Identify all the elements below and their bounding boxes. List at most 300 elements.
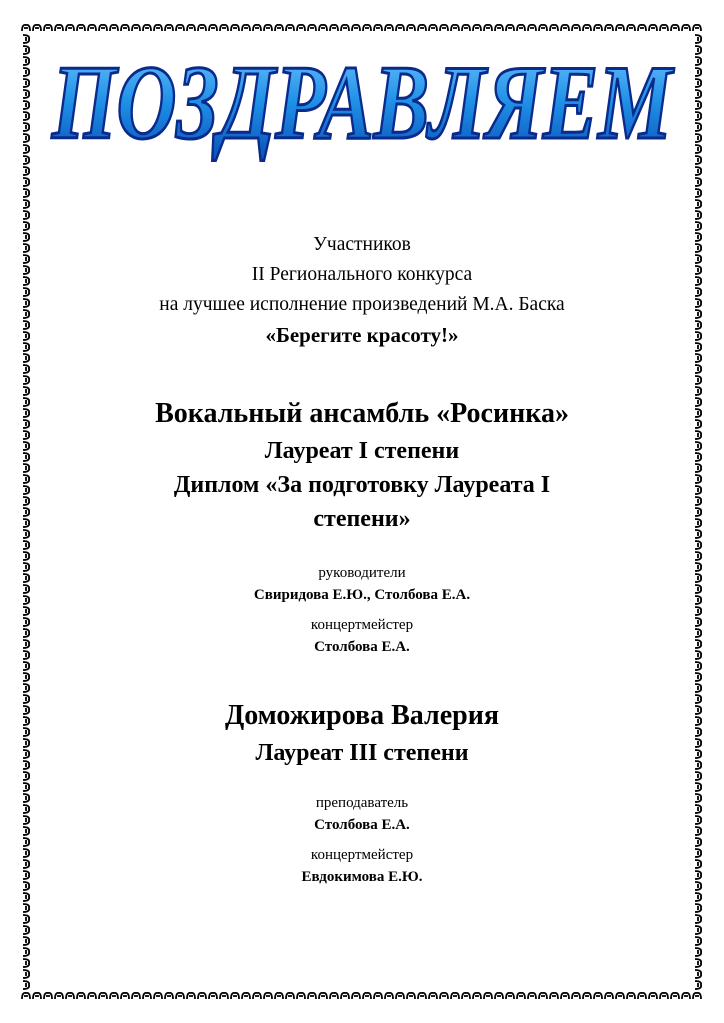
border-link <box>616 25 624 31</box>
border-link <box>154 25 162 31</box>
border-link <box>23 189 29 197</box>
border-link <box>220 993 228 999</box>
border-link <box>23 255 29 263</box>
page-title: ПОЗДРАВЛЯЕМ <box>51 44 675 161</box>
border-link <box>88 993 96 999</box>
border-link <box>695 134 701 142</box>
border-link <box>695 673 701 681</box>
border-link <box>23 332 29 340</box>
border-link <box>495 25 503 31</box>
border-link <box>695 486 701 494</box>
border-link <box>695 640 701 648</box>
border-link <box>44 25 52 31</box>
intro-line-participants: Участников <box>313 234 411 255</box>
soloist-staff <box>60 792 664 888</box>
border-link <box>242 993 250 999</box>
border-link <box>695 563 701 571</box>
border-link <box>695 420 701 428</box>
soloist-accompanist-name: Евдокимова Е.Ю. <box>301 869 423 885</box>
ensemble-diploma-line2: степени» <box>313 506 411 532</box>
border-link <box>231 993 239 999</box>
border-link <box>23 222 29 230</box>
border-link <box>23 35 29 43</box>
border-link <box>23 244 29 252</box>
border-link <box>695 211 701 219</box>
border-link <box>176 25 184 31</box>
border-link <box>23 915 29 923</box>
border-link <box>23 167 29 175</box>
border-link <box>583 25 591 31</box>
ensemble-award: Лауреат I степени <box>264 438 460 464</box>
border-link <box>23 981 29 989</box>
border-link <box>594 25 602 31</box>
border-link <box>695 321 701 329</box>
border-link <box>23 838 29 846</box>
border-link <box>23 816 29 824</box>
border-link <box>23 750 29 758</box>
border-link <box>23 541 29 549</box>
border-link <box>23 90 29 98</box>
border-link <box>23 530 29 538</box>
border-link <box>695 409 701 417</box>
border-link <box>695 332 701 340</box>
border-link <box>23 827 29 835</box>
border-link <box>638 25 646 31</box>
border-link <box>23 211 29 219</box>
border-link <box>429 993 437 999</box>
border-link <box>23 871 29 879</box>
border-link <box>341 993 349 999</box>
border-link <box>23 849 29 857</box>
border-link <box>23 860 29 868</box>
border-link <box>695 156 701 164</box>
border-link <box>649 993 657 999</box>
border-link <box>695 508 701 516</box>
border-link <box>528 25 536 31</box>
border-link <box>695 893 701 901</box>
border-link <box>23 365 29 373</box>
border-link <box>695 167 701 175</box>
border-link <box>695 398 701 406</box>
border-link <box>649 25 657 31</box>
border-link <box>695 310 701 318</box>
border-link <box>253 993 261 999</box>
border-link <box>297 993 305 999</box>
border-link <box>23 310 29 318</box>
border-link <box>23 288 29 296</box>
border-link <box>374 25 382 31</box>
border-link <box>23 783 29 791</box>
border-link <box>23 486 29 494</box>
border-link <box>23 739 29 747</box>
border-link <box>506 993 514 999</box>
border-link <box>23 387 29 395</box>
border-link <box>132 993 140 999</box>
soloist-accompanist-role: концертмейстер <box>310 847 414 863</box>
border-link <box>352 25 360 31</box>
border-link <box>55 993 63 999</box>
intro-line-slogan: «Берегите красоту!» <box>265 323 459 347</box>
border-link <box>132 25 140 31</box>
border-link <box>506 25 514 31</box>
border-link <box>495 993 503 999</box>
border-link <box>308 25 316 31</box>
border-link <box>187 25 195 31</box>
border-link <box>695 145 701 153</box>
border-link <box>695 783 701 791</box>
border-link <box>695 365 701 373</box>
border-link <box>695 684 701 692</box>
border-link <box>695 266 701 274</box>
border-link <box>418 25 426 31</box>
border-link <box>473 25 481 31</box>
border-link <box>695 530 701 538</box>
border-link <box>110 993 118 999</box>
border-link <box>418 993 426 999</box>
border-link <box>23 563 29 571</box>
border-link <box>695 68 701 76</box>
border-link <box>695 233 701 241</box>
border-link <box>695 838 701 846</box>
teacher-name: Столбова Е.А. <box>314 817 410 833</box>
border-link <box>695 739 701 747</box>
border-link <box>330 25 338 31</box>
border-link <box>176 993 184 999</box>
border-link <box>23 398 29 406</box>
border-link <box>693 25 701 31</box>
border-link <box>242 25 250 31</box>
border-link <box>682 25 690 31</box>
border-link <box>319 25 327 31</box>
teacher-role: преподаватель <box>315 795 409 811</box>
border-link <box>695 57 701 65</box>
border-link <box>695 101 701 109</box>
border-link <box>407 25 415 31</box>
border-link <box>695 585 701 593</box>
border-link <box>231 25 239 31</box>
border-link <box>55 25 63 31</box>
border-link <box>23 959 29 967</box>
border-link <box>695 519 701 527</box>
border-link <box>23 882 29 890</box>
leaders-names: Свиридова Е.Ю., Столбова Е.А. <box>253 587 471 603</box>
border-link <box>23 926 29 934</box>
border-link <box>33 25 41 31</box>
border-link <box>23 508 29 516</box>
border-link <box>23 772 29 780</box>
border-link <box>638 993 646 999</box>
ensemble-name: Вокальный ансамбль «Росинка» <box>155 398 569 429</box>
border-link <box>23 618 29 626</box>
border-link <box>695 805 701 813</box>
border-link <box>561 25 569 31</box>
border-link <box>695 618 701 626</box>
border-link <box>23 684 29 692</box>
border-link <box>695 937 701 945</box>
border-link <box>695 849 701 857</box>
border-link <box>396 25 404 31</box>
border-link <box>695 299 701 307</box>
border-link <box>695 750 701 758</box>
border-link <box>695 651 701 659</box>
border-link <box>695 112 701 120</box>
border-link <box>660 25 668 31</box>
soloist-block <box>60 696 664 770</box>
border-link <box>121 25 129 31</box>
border-link <box>695 816 701 824</box>
border-link <box>550 25 558 31</box>
border-link <box>693 993 701 999</box>
border-link <box>671 25 679 31</box>
border-link <box>528 993 536 999</box>
border-link <box>695 244 701 252</box>
border-link <box>23 607 29 615</box>
border-link <box>23 893 29 901</box>
border-link <box>695 255 701 263</box>
border-link <box>695 959 701 967</box>
border-link <box>23 651 29 659</box>
border-link <box>23 233 29 241</box>
border-link <box>23 662 29 670</box>
border-link <box>22 993 30 999</box>
ensemble-diploma-line1: Диплом «За подготовку Лауреата I <box>173 472 551 498</box>
border-link <box>23 343 29 351</box>
border-link <box>198 25 206 31</box>
border-link <box>484 993 492 999</box>
intro-block <box>60 230 664 350</box>
border-link <box>695 860 701 868</box>
border-link <box>23 266 29 274</box>
border-link <box>44 993 52 999</box>
border-link <box>23 948 29 956</box>
border-link <box>695 123 701 131</box>
border-link <box>695 189 701 197</box>
border-link <box>352 993 360 999</box>
border-link <box>23 321 29 329</box>
border-link <box>517 25 525 31</box>
border-link <box>23 409 29 417</box>
border-link <box>23 376 29 384</box>
border-link <box>517 993 525 999</box>
border-link <box>462 993 470 999</box>
border-link <box>594 993 602 999</box>
border-link <box>695 948 701 956</box>
border-link <box>695 970 701 978</box>
border-link <box>695 497 701 505</box>
border-link <box>220 25 228 31</box>
border-link <box>695 706 701 714</box>
border-link <box>440 993 448 999</box>
border-link <box>695 552 701 560</box>
border-link <box>695 464 701 472</box>
border-link <box>627 25 635 31</box>
border-link <box>165 993 173 999</box>
border-link <box>209 993 217 999</box>
soloist-name: Доможирова Валерия <box>224 700 500 731</box>
border-link <box>695 376 701 384</box>
border-link <box>695 662 701 670</box>
border-link <box>198 993 206 999</box>
border-link <box>695 387 701 395</box>
border-link <box>143 25 151 31</box>
border-link <box>695 827 701 835</box>
border-link <box>23 728 29 736</box>
border-link <box>66 25 74 31</box>
border-link <box>695 222 701 230</box>
border-link <box>695 354 701 362</box>
border-link <box>23 706 29 714</box>
border-link <box>23 552 29 560</box>
border-link <box>23 475 29 483</box>
border-link <box>23 46 29 54</box>
border-link <box>23 442 29 450</box>
border-link <box>695 695 701 703</box>
border-link <box>23 431 29 439</box>
border-link <box>695 442 701 450</box>
border-link <box>154 993 162 999</box>
border-link <box>88 25 96 31</box>
border-link <box>23 695 29 703</box>
border-link <box>695 200 701 208</box>
border-link <box>99 25 107 31</box>
border-link <box>23 277 29 285</box>
border-link <box>319 993 327 999</box>
border-link <box>616 993 624 999</box>
border-link <box>451 993 459 999</box>
border-link <box>695 794 701 802</box>
border-link <box>451 25 459 31</box>
border-link <box>695 288 701 296</box>
border-link <box>572 993 580 999</box>
border-link <box>605 25 613 31</box>
border-link <box>385 25 393 31</box>
border-link <box>363 993 371 999</box>
border-link <box>23 673 29 681</box>
border-link <box>23 629 29 637</box>
border-link <box>695 79 701 87</box>
border-link <box>374 993 382 999</box>
border-link <box>23 794 29 802</box>
border-link <box>695 882 701 890</box>
ensemble-accompanist-name: Столбова Е.А. <box>314 639 410 655</box>
border-link <box>682 993 690 999</box>
border-link <box>341 25 349 31</box>
border-link <box>110 25 118 31</box>
border-link <box>23 200 29 208</box>
border-link <box>22 25 30 31</box>
border-link <box>23 904 29 912</box>
border-link <box>539 25 547 31</box>
border-link <box>23 123 29 131</box>
border-link <box>385 993 393 999</box>
border-link <box>583 993 591 999</box>
border-link <box>165 25 173 31</box>
border-link <box>561 993 569 999</box>
border-link <box>695 761 701 769</box>
border-link <box>23 178 29 186</box>
border-link <box>695 35 701 43</box>
border-link <box>627 993 635 999</box>
border-link <box>695 772 701 780</box>
border-link <box>23 937 29 945</box>
border-link <box>143 993 151 999</box>
border-link <box>695 728 701 736</box>
border-link <box>253 25 261 31</box>
border-link <box>23 112 29 120</box>
border-link <box>23 497 29 505</box>
border-link <box>695 629 701 637</box>
border-link <box>695 717 701 725</box>
border-link <box>23 585 29 593</box>
border-link <box>23 420 29 428</box>
border-link <box>23 156 29 164</box>
soloist-award: Лауреат III степени <box>255 740 469 766</box>
border-link <box>23 519 29 527</box>
border-link <box>429 25 437 31</box>
ensemble-staff <box>60 562 664 658</box>
border-link <box>23 134 29 142</box>
border-link <box>66 993 74 999</box>
border-link <box>363 25 371 31</box>
border-link <box>396 993 404 999</box>
border-link <box>695 453 701 461</box>
border-link <box>695 431 701 439</box>
border-link <box>695 277 701 285</box>
border-link <box>484 25 492 31</box>
border-link <box>695 904 701 912</box>
border-link <box>407 993 415 999</box>
border-link <box>286 25 294 31</box>
border-link <box>695 46 701 54</box>
border-link <box>275 993 283 999</box>
border-link <box>23 453 29 461</box>
border-link <box>695 541 701 549</box>
border-link <box>264 25 272 31</box>
border-link <box>695 596 701 604</box>
border-link <box>275 25 283 31</box>
ensemble-accompanist-role: концертмейстер <box>310 617 414 633</box>
border-link <box>23 464 29 472</box>
border-link <box>308 993 316 999</box>
border-link <box>23 101 29 109</box>
border-link <box>23 354 29 362</box>
border-link <box>695 915 701 923</box>
border-link <box>462 25 470 31</box>
border-link <box>33 993 41 999</box>
border-link <box>473 993 481 999</box>
intro-line-contest: II Регионального конкурса <box>251 264 473 285</box>
border-link <box>330 993 338 999</box>
border-link <box>23 68 29 76</box>
border-link <box>23 640 29 648</box>
border-link <box>23 145 29 153</box>
border-link <box>99 993 107 999</box>
border-link <box>23 596 29 604</box>
border-link <box>23 717 29 725</box>
border-link <box>297 25 305 31</box>
border-link <box>660 993 668 999</box>
border-link <box>23 970 29 978</box>
intro-line-description: на лучшее исполнение произведений М.А. Баска <box>159 294 565 315</box>
border-link <box>23 79 29 87</box>
border-link <box>23 761 29 769</box>
border-link <box>23 805 29 813</box>
border-link <box>77 993 85 999</box>
border-link <box>695 343 701 351</box>
border-link <box>121 993 129 999</box>
border-link <box>572 25 580 31</box>
border-link <box>695 90 701 98</box>
